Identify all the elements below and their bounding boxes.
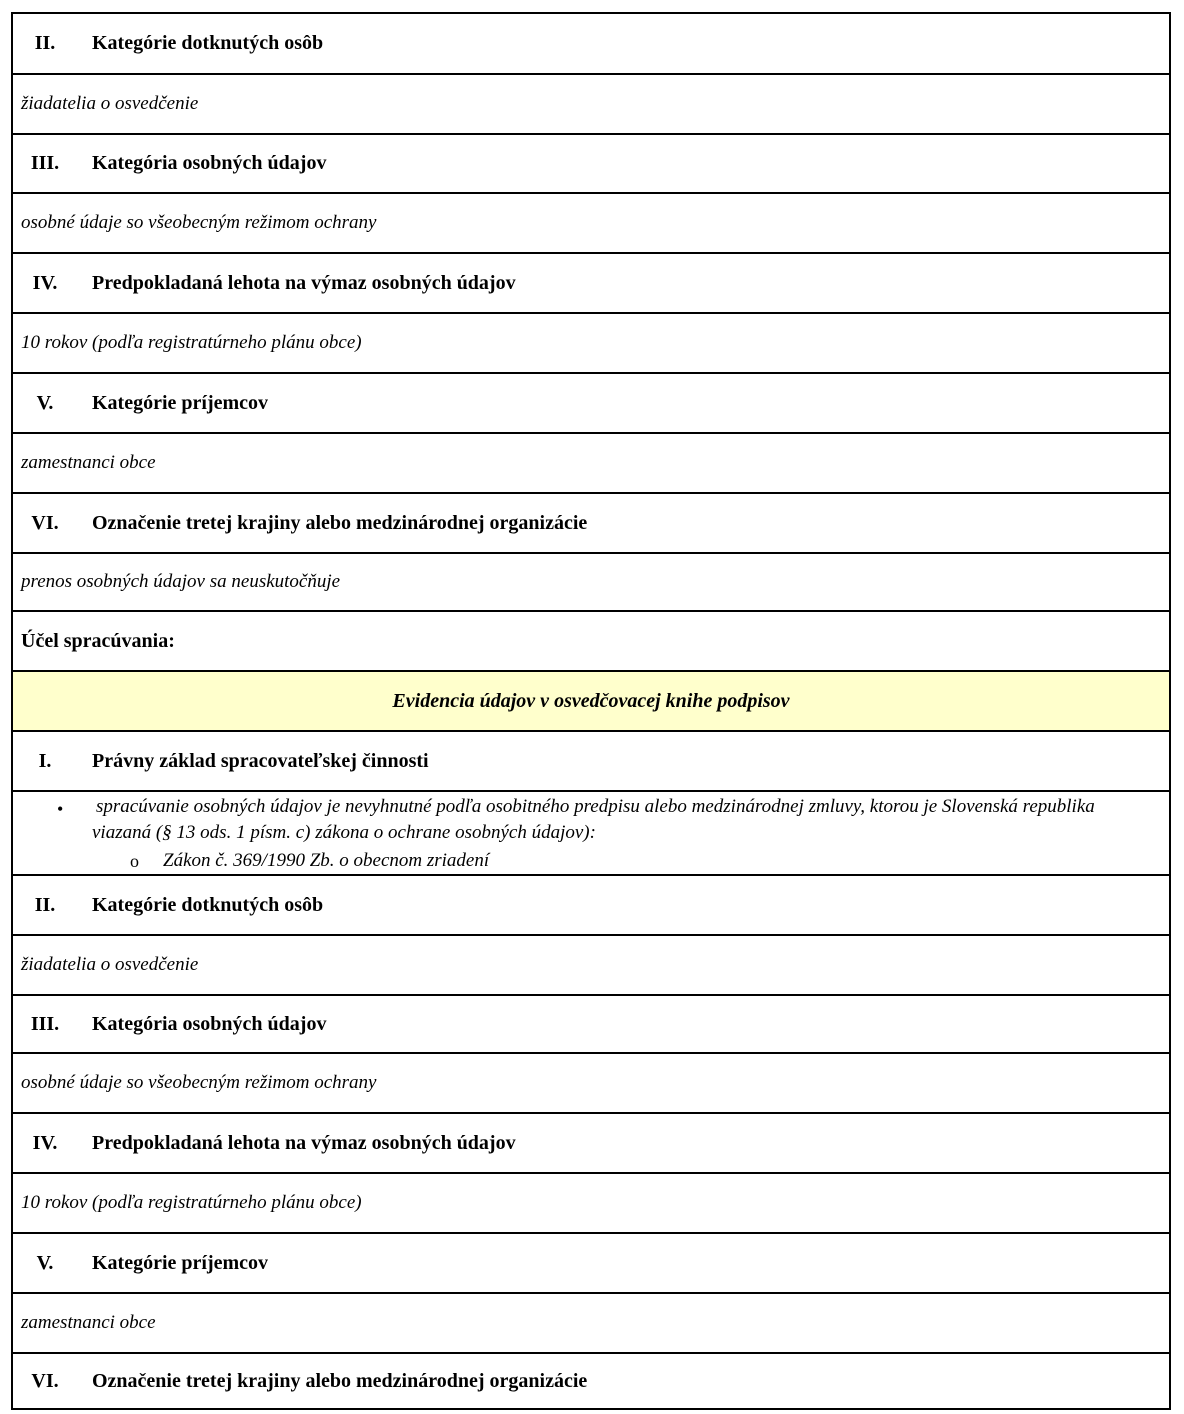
section-value: osobné údaje so všeobecným režimom ochrany: [21, 1072, 377, 1093]
bullet-marker: •: [57, 799, 64, 819]
section-number: IV.: [32, 271, 58, 294]
section-value: prenos osobných údajov sa neuskutočňuje: [21, 571, 341, 592]
section-number: I.: [38, 749, 52, 772]
section-header-personal-data: [13, 994, 1169, 1052]
section-value: 10 rokov (podľa registratúrneho plánu obce): [21, 332, 362, 353]
purpose-label: Účel spracúvania:: [21, 629, 175, 652]
purpose-label-row: [13, 610, 1169, 670]
section-value-personal-data: [13, 192, 1169, 252]
section-header-retention: [13, 1112, 1169, 1172]
section-value: zamestnanci obce: [21, 1312, 156, 1333]
section-title: Kategória osobných údajov: [92, 1012, 327, 1035]
section-title: Označenie tretej krajiny alebo medzinárodnej organizácie: [92, 1369, 588, 1392]
section-title: Kategórie príjemcov: [92, 391, 269, 414]
section-number: IV.: [32, 1131, 58, 1154]
section-value-retention: [13, 312, 1169, 372]
section-value-recipients: [13, 1292, 1169, 1352]
section-number: II.: [34, 893, 56, 916]
section-title: Kategórie dotknutých osôb: [92, 32, 324, 54]
section-title: Právny základ spracovateľskej činnosti: [92, 749, 429, 772]
section-number: III.: [30, 152, 60, 174]
section-header-legal-basis: [13, 730, 1169, 790]
purpose-title: Evidencia údajov v osvedčovacej knihe podpisov: [392, 689, 790, 712]
section-value-third-country: [13, 552, 1169, 610]
section-value: žiadatelia o osvedčenie: [21, 954, 199, 975]
section-value-retention: [13, 1172, 1169, 1232]
section-header-data-subjects: [13, 14, 1169, 73]
section-header-recipients: [13, 372, 1169, 432]
section-header-recipients: [13, 1232, 1169, 1292]
processing-record-table: [11, 12, 1171, 1410]
section-value: žiadatelia o osvedčenie: [21, 93, 199, 114]
section-title: Predpokladaná lehota na výmaz osobných údajov: [92, 1131, 516, 1154]
section-header-third-country: [13, 492, 1169, 552]
section-value-recipients: [13, 432, 1169, 492]
section-number: V.: [36, 391, 54, 414]
section-value: zamestnanci obce: [21, 452, 156, 473]
section-number: V.: [36, 1251, 54, 1274]
section-value: 10 rokov (podľa registratúrneho plánu obce): [21, 1192, 362, 1213]
section-title: Kategórie dotknutých osôb: [92, 893, 324, 916]
section-number: III.: [30, 1012, 60, 1035]
section-value: osobné údaje so všeobecným režimom ochrany: [21, 212, 377, 233]
section-header-personal-data: [13, 133, 1169, 192]
section-number: VI.: [31, 511, 59, 534]
section-title: Predpokladaná lehota na výmaz osobných údajov: [92, 271, 516, 294]
section-header-retention: [13, 252, 1169, 312]
section-number: II.: [34, 32, 56, 54]
sub-bullet-marker: o: [130, 851, 139, 871]
section-value-data-subjects: [13, 934, 1169, 994]
section-value-data-subjects: [13, 73, 1169, 133]
section-number: VI.: [31, 1369, 59, 1392]
section-title: Kategórie príjemcov: [92, 1251, 269, 1274]
legal-basis-text: spracúvanie osobných údajov je nevyhnutné podľa osobitného predpisu alebo medzinárodnej zmluvy, ktorou je Slovenská republika viazaná (§ 13 ods. 1 písm. c) zákona o ochrane osobných údajov):: [92, 796, 1095, 843]
section-title: Označenie tretej krajiny alebo medzinárodnej organizácie: [92, 511, 588, 534]
legal-basis-content: [13, 790, 1169, 874]
section-header-data-subjects: [13, 874, 1169, 934]
legal-basis-law: Zákon č. 369/1990 Zb. o obecnom zriadení: [163, 850, 490, 871]
section-title: Kategória osobných údajov: [92, 152, 327, 174]
section-header-third-country: [13, 1352, 1169, 1408]
section-value-personal-data: [13, 1052, 1169, 1112]
purpose-title-row: [13, 670, 1169, 730]
